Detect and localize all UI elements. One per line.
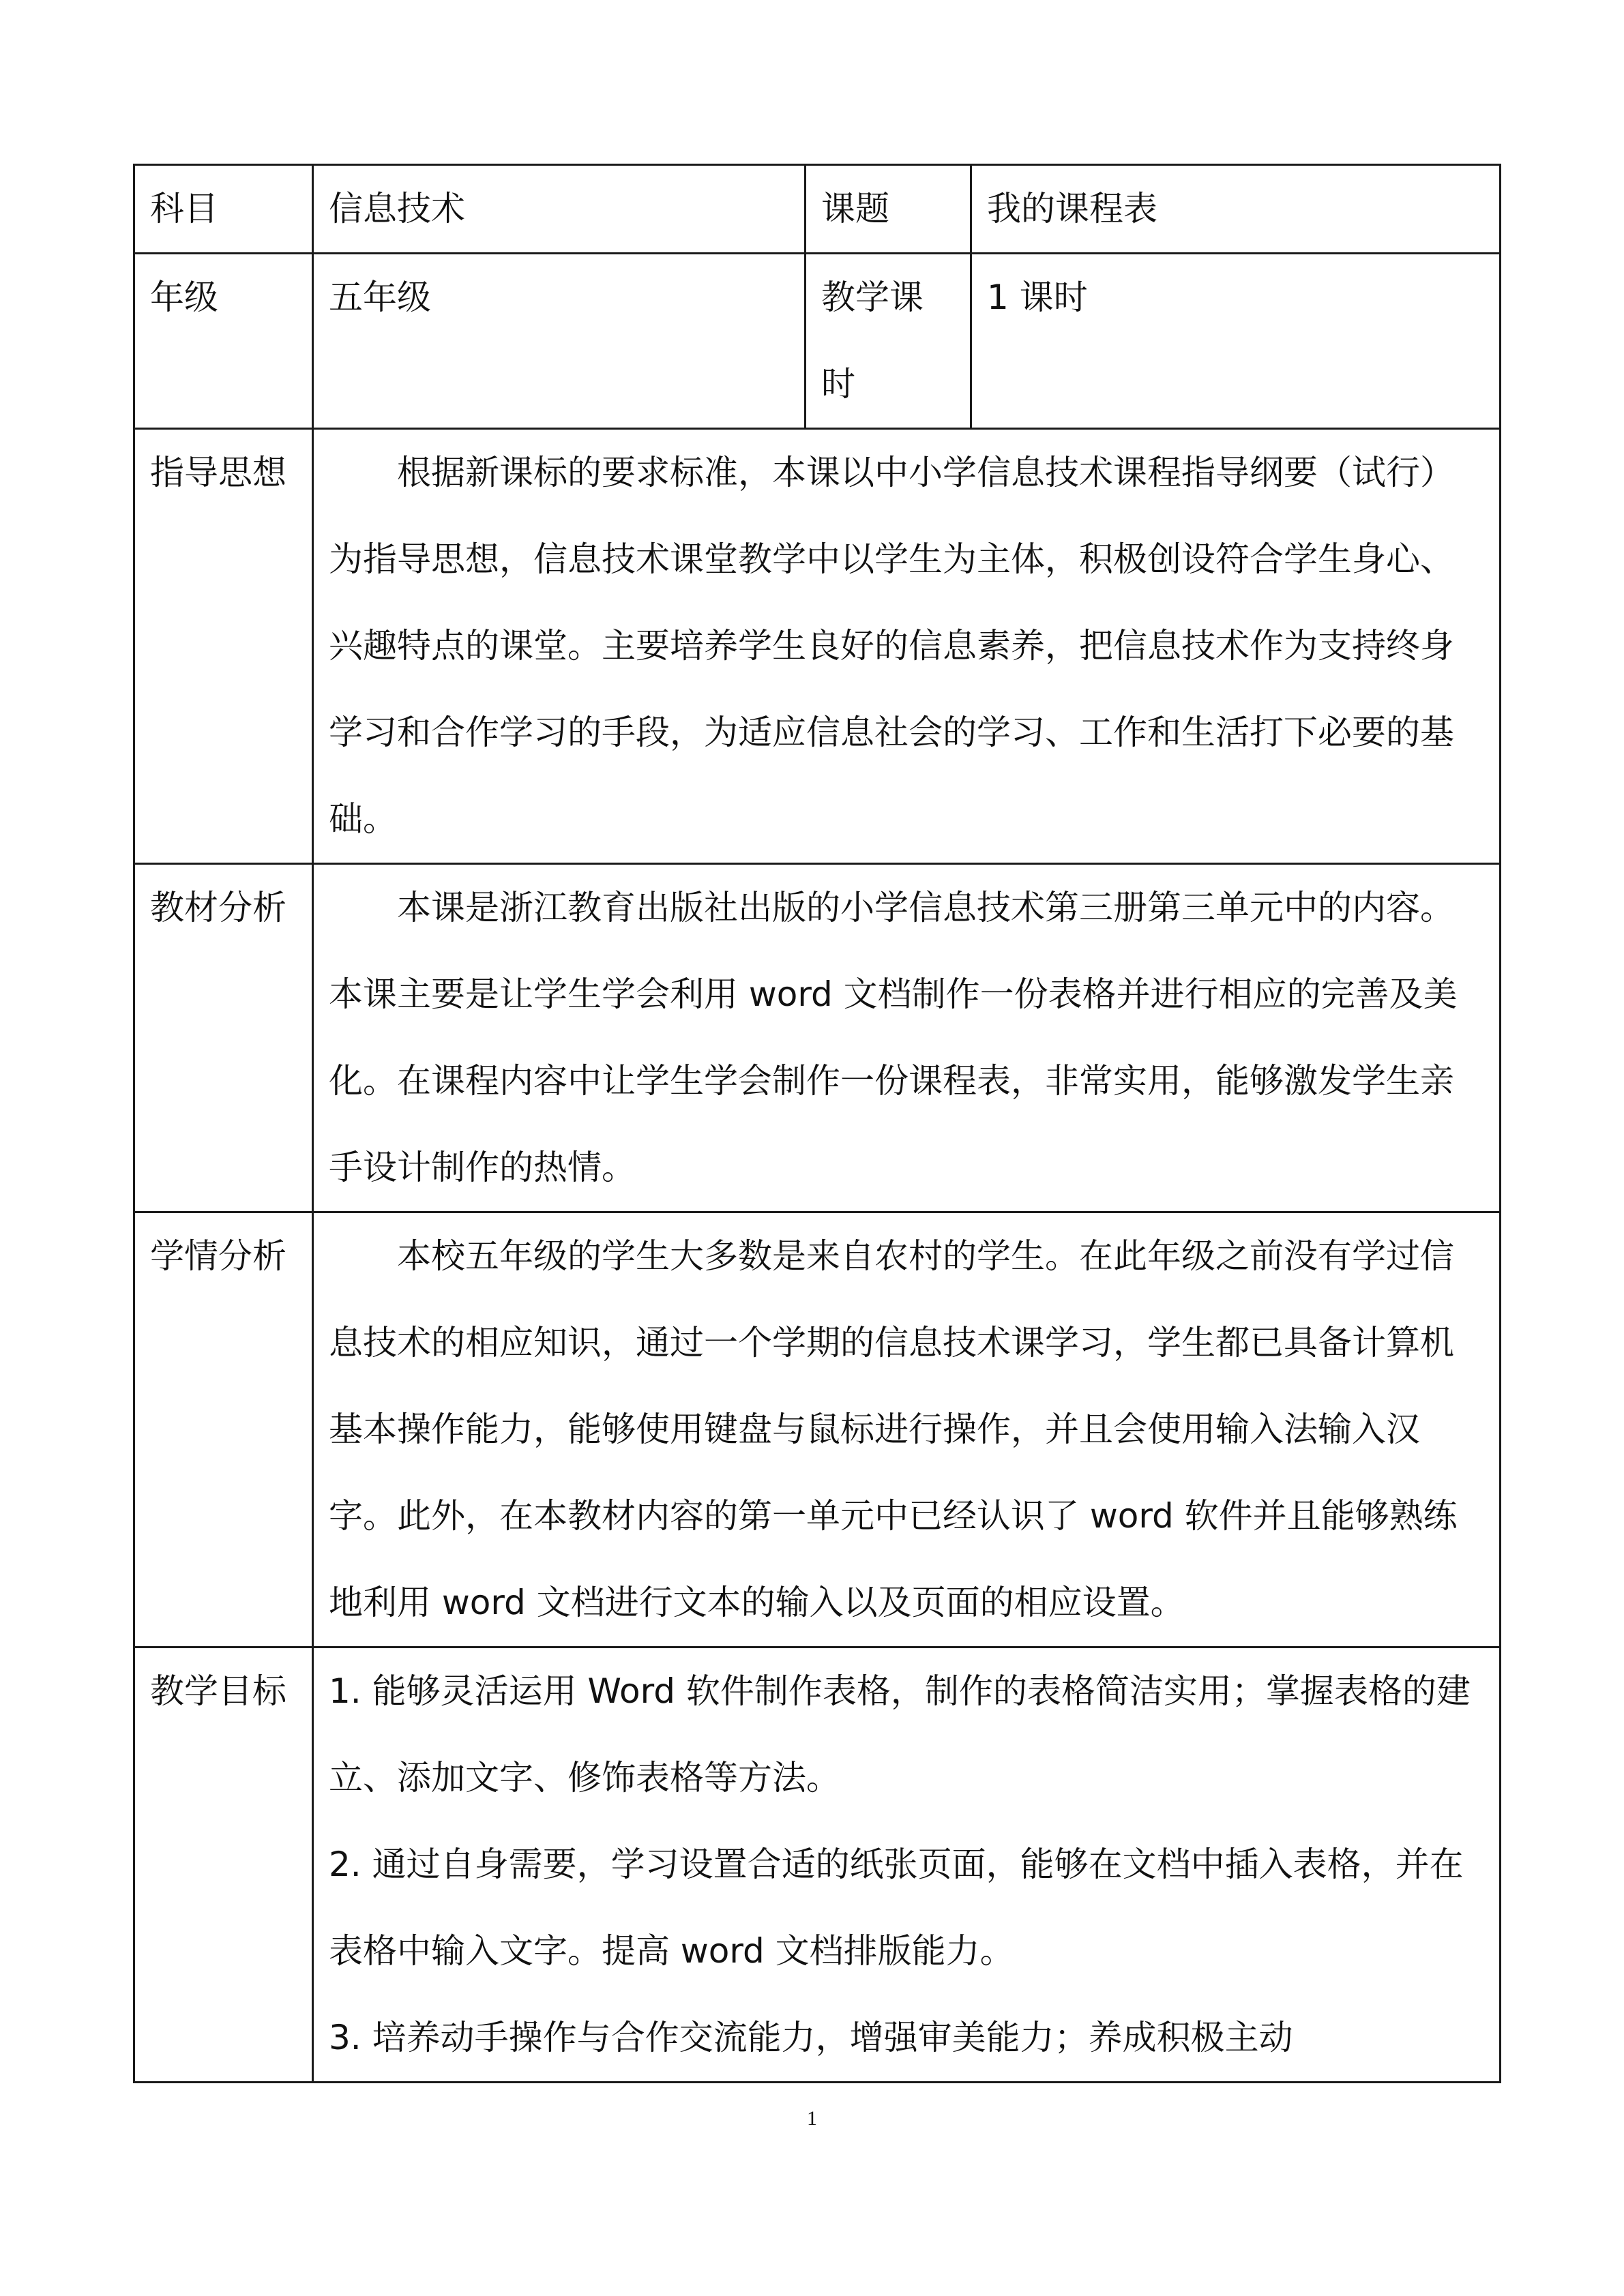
students-label: 学情分析 <box>134 1212 313 1648</box>
row-guiding <box>134 429 1501 864</box>
material-label: 教材分析 <box>134 864 313 1212</box>
grade-value: 五年级 <box>313 254 806 429</box>
hours-value: 1 课时 <box>971 254 1501 429</box>
guiding-label: 指导思想 <box>134 429 313 864</box>
page-number: 1 <box>807 2107 817 2130</box>
material-text: 本课是浙江教育出版社出版的小学信息技术第三册第三单元中的内容。本课主要是让学生学会利用 word 文档制作一份表格并进行相应的完善及美化。在课程内容中让学生学会制作一份课程表，非常实用，能够激发学生亲手设计制作的热情。 <box>313 864 1501 1212</box>
guiding-text: 根据新课标的要求标准，本课以中小学信息技术课程指导纲要（试行）为指导思想，信息技术课堂教学中以学生为主体，积极创设符合学生身心、兴趣特点的课堂。主要培养学生良好的信息素养，把信息技术作为支持终身学习和合作学习的手段，为适应信息社会的学习、工作和生活打下必要的基础。 <box>313 429 1501 864</box>
goal-item-3: 3. 培养动手操作与合作交流能力，增强审美能力；养成积极主动 <box>329 2018 1293 2057</box>
subject-label: 科目 <box>134 165 313 254</box>
students-text: 本校五年级的学生大多数是来自农村的学生。在此年级之前没有学过信息技术的相应知识，通过一个学期的信息技术课学习，学生都已具备计算机基本操作能力，能够使用键盘与鼠标进行操作，并且会使用输入法输入汉字。此外，在本教材内容的第一单元中已经认识了 word 软件并且能够熟练地利用 word 文档进行文本的输入以及页面的相应设置。 <box>313 1212 1501 1648</box>
goal-item-2: 2. 通过自身需要，学习设置合适的纸张页面，能够在文档中插入表格，并在表格中输入文字。提高 word 文档排版能力。 <box>329 1845 1464 1971</box>
row-students <box>134 1212 1501 1648</box>
lesson-plan-table <box>133 164 1501 2083</box>
row-subject <box>134 165 1501 254</box>
topic-label: 课题 <box>806 165 971 254</box>
goal-item-1: 1. 能够灵活运用 Word 软件制作表格，制作的表格简洁实用；掌握表格的建立、添加文字、修饰表格等方法。 <box>329 1671 1471 1798</box>
goals-label: 教学目标 <box>134 1648 313 2083</box>
grade-label: 年级 <box>134 254 313 429</box>
topic-value: 我的课程表 <box>971 165 1501 254</box>
row-goals <box>134 1648 1501 2083</box>
goals-cell <box>313 1648 1501 2083</box>
row-material <box>134 864 1501 1212</box>
hours-label: 教学课时 <box>806 254 971 429</box>
subject-value: 信息技术 <box>313 165 806 254</box>
row-grade <box>134 254 1501 429</box>
